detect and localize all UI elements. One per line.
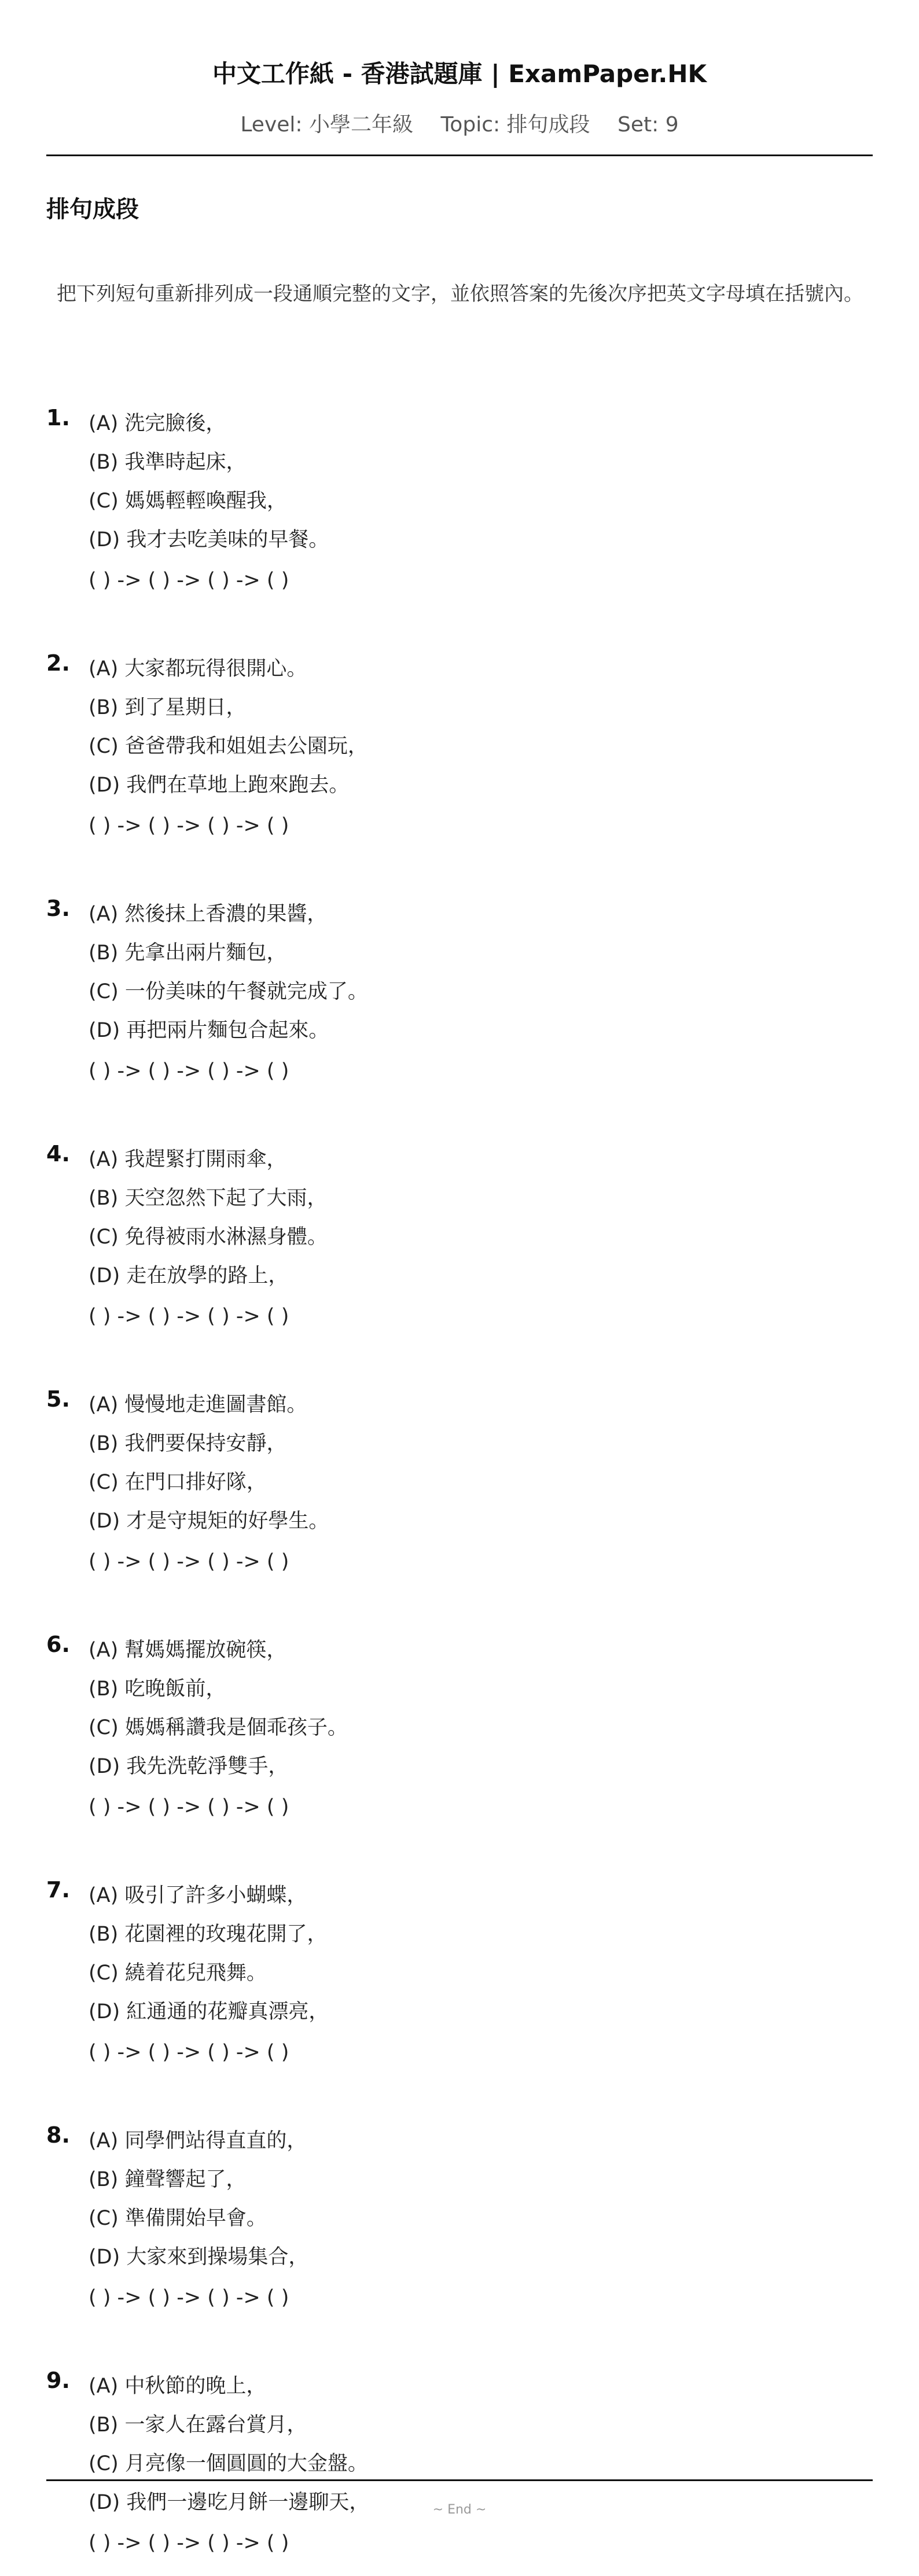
answer-blanks: ( ) -> ( ) -> ( ) -> ( ) (89, 1059, 289, 1083)
question-option: (C) 媽媽輕輕喚醒我， (89, 490, 287, 513)
question-option: (C) 爸爸帶我和姐姐去公園玩， (89, 735, 368, 758)
footer-end-mark: ~ End ~ (432, 2503, 487, 2517)
section-title: 排句成段 (46, 196, 139, 223)
question-number: 8. (46, 2122, 70, 2148)
answer-blanks: ( ) -> ( ) -> ( ) -> ( ) (89, 1795, 289, 1819)
question-option: (D) 紅通通的花瓣真漂亮， (89, 2000, 329, 2023)
worksheet-meta (46, 108, 873, 138)
footer-divider (46, 2479, 873, 2481)
question-item (46, 884, 856, 1104)
page-title: 中文工作紙 - 香港試題庫 | ExamPaper.HK (212, 60, 707, 88)
question-option: (A) 吸引了許多小蝴蝶， (89, 1884, 307, 1907)
question-number: 3. (46, 896, 70, 921)
question-option: (C) 媽媽稱讚我是個乖孩子。 (89, 1716, 348, 1739)
question-option: (B) 鐘聲響起了， (89, 2168, 247, 2191)
question-option: (B) 花園裡的玫瑰花開了， (89, 1923, 328, 1946)
question-number: 1. (46, 405, 70, 430)
question-number: 7. (46, 1877, 70, 1902)
question-number: 5. (46, 1386, 70, 1412)
question-item (46, 2111, 856, 2331)
question-number: 6. (46, 1632, 70, 1657)
question-number: 2. (46, 650, 70, 676)
question-option: (A) 慢慢地走進圖書館。 (89, 1393, 307, 1416)
question-option: (D) 我們一邊吃月餅一邊聊天， (89, 2491, 370, 2514)
question-option: (C) 在門口排好隊， (89, 1471, 267, 1494)
question-item (46, 1129, 856, 1349)
answer-blanks: ( ) -> ( ) -> ( ) -> ( ) (89, 2531, 289, 2555)
question-option: (A) 同學們站得直直的， (89, 2129, 307, 2152)
answer-blanks: ( ) -> ( ) -> ( ) -> ( ) (89, 814, 289, 837)
answer-blanks: ( ) -> ( ) -> ( ) -> ( ) (89, 2286, 289, 2309)
question-option: (D) 再把兩片麵包合起來。 (89, 1019, 329, 1042)
question-option: (D) 走在放學的路上， (89, 1264, 289, 1287)
level-label: Level: 小學二年級 (240, 113, 413, 137)
question-item (46, 393, 856, 613)
question-option: (C) 免得被雨水淋濕身體。 (89, 1226, 328, 1249)
answer-blanks: ( ) -> ( ) -> ( ) -> ( ) (89, 569, 289, 592)
question-option: (C) 準備開始早會。 (89, 2207, 267, 2230)
question-option: (D) 我們在草地上跑來跑去。 (89, 774, 350, 797)
topic-label: Topic: 排句成段 (440, 113, 590, 137)
question-option: (C) 月亮像一個圓圓的大金盤。 (89, 2452, 368, 2475)
question-option: (B) 到了星期日， (89, 696, 247, 719)
question-option: (B) 我準時起床， (89, 451, 247, 474)
answer-blanks: ( ) -> ( ) -> ( ) -> ( ) (89, 1305, 289, 1328)
question-option: (B) 我們要保持安靜， (89, 1432, 287, 1455)
page-header (46, 0, 873, 156)
question-option: (D) 我才去吃美味的早餐。 (89, 528, 329, 551)
question-option: (C) 繞着花兒飛舞。 (89, 1962, 267, 1985)
answer-blanks: ( ) -> ( ) -> ( ) -> ( ) (89, 2041, 289, 2064)
question-option: (A) 然後抹上香濃的果醬， (89, 903, 328, 926)
question-option: (B) 吃晚飯前， (89, 1677, 226, 1701)
question-option: (B) 一家人在露台賞月， (89, 2413, 307, 2437)
question-item (46, 1620, 856, 1840)
question-item (46, 639, 856, 859)
question-option: (A) 我趕緊打開雨傘， (89, 1148, 287, 1171)
question-item (46, 2356, 856, 2576)
question-number: 4. (46, 1141, 70, 1166)
question-item (46, 1865, 856, 2085)
question-option: (B) 先拿出兩片麵包， (89, 941, 287, 965)
question-option: (A) 大家都玩得很開心。 (89, 657, 307, 680)
question-option: (D) 大家來到操場集合， (89, 2246, 309, 2269)
question-item (46, 1375, 856, 1595)
answer-blanks: ( ) -> ( ) -> ( ) -> ( ) (89, 1550, 289, 1573)
question-option: (A) 中秋節的晚上， (89, 2375, 267, 2398)
set-label: Set: 9 (617, 113, 679, 137)
question-option: (A) 洗完臉後， (89, 412, 226, 435)
question-option: (D) 我先洗乾淨雙手， (89, 1755, 289, 1778)
question-option: (B) 天空忽然下起了大雨， (89, 1187, 328, 1210)
question-option: (C) 一份美味的午餐就完成了。 (89, 980, 368, 1003)
instructions: 把下列短句重新排列成一段通順完整的文字，並依照答案的先後次序把英文字母填在括號內。 (57, 282, 863, 306)
question-option: (A) 幫媽媽擺放碗筷， (89, 1639, 287, 1662)
question-option: (D) 才是守規矩的好學生。 (89, 1510, 329, 1533)
question-number: 9. (46, 2368, 70, 2393)
